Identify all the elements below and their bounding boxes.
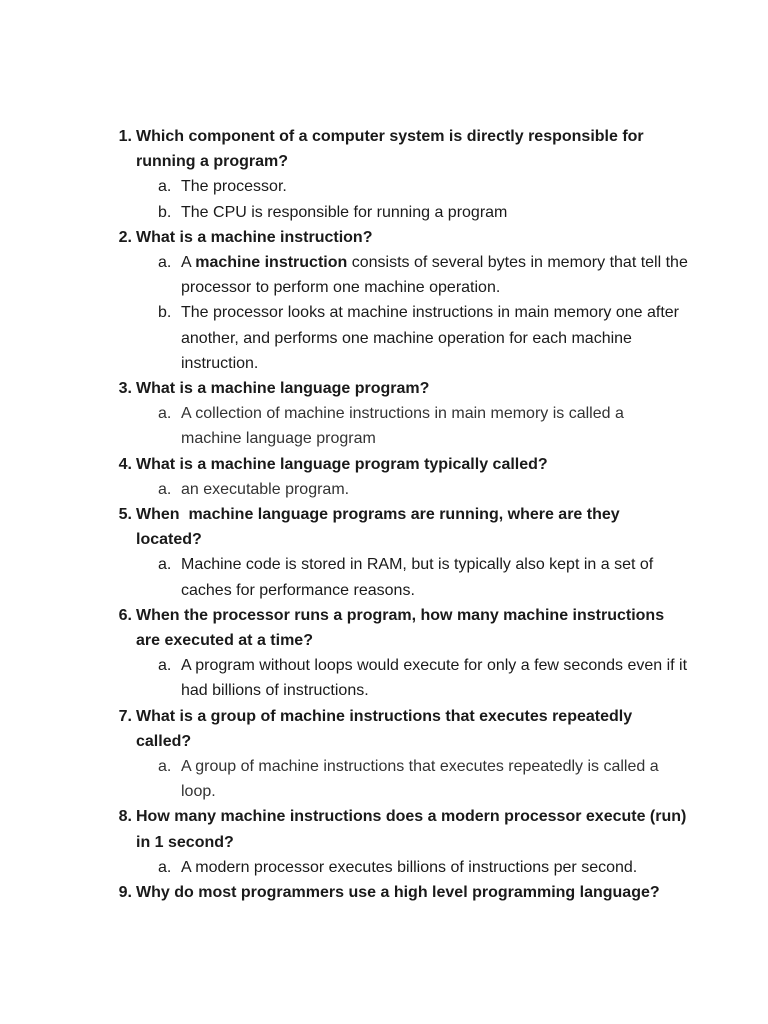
question-item <box>108 603 688 704</box>
answer-letter: a. <box>158 657 172 675</box>
question-number: 8. <box>118 808 132 826</box>
question-text: Which component of a computer system is directly responsible for running a program? <box>136 128 644 171</box>
question-text: What is a machine instruction? <box>136 228 373 246</box>
answer-letter: a. <box>158 858 172 876</box>
question-item <box>108 502 688 603</box>
answer-text <box>181 250 688 300</box>
question-text: Why do most programmers use a high level programming language? <box>136 884 660 902</box>
question-number: 4. <box>118 455 132 473</box>
question-item <box>108 452 688 502</box>
answer-list <box>136 653 688 703</box>
question-item <box>108 376 688 452</box>
question-item <box>108 704 688 805</box>
answer-list <box>136 250 688 376</box>
answer-item <box>136 855 688 880</box>
question-number: 3. <box>118 380 132 398</box>
question-text: When the processor runs a program, how many machine instructions are executed at a time? <box>136 606 665 650</box>
question-text: What is a group of machine instructions that executes repeatedly called? <box>136 707 633 750</box>
answer-item <box>136 401 688 451</box>
question-number: 1. <box>118 128 132 145</box>
answer-text: A group of machine instructions that executes repeatedly is called a loop. <box>181 758 659 801</box>
answer-text: The processor. <box>181 178 287 196</box>
question-item <box>108 124 688 225</box>
question-item <box>108 880 688 905</box>
answer-item <box>136 300 688 376</box>
answer-text-post: consists of several bytes in memory that tell the processor to perform one machine operation. <box>181 254 688 297</box>
answer-text: Machine code is stored in RAM, but is typically also kept in a set of caches for performance reasons. <box>181 556 654 599</box>
answer-item <box>136 174 688 199</box>
answer-text: A modern processor executes billions of instructions per second. <box>181 858 638 876</box>
answer-list <box>136 477 688 502</box>
answer-item <box>136 477 688 502</box>
answer-text: The CPU is responsible for running a program <box>181 203 508 221</box>
question-item <box>108 225 688 376</box>
question-number: 5. <box>118 506 132 524</box>
answer-list <box>136 754 688 804</box>
answer-text: A program without loops would execute for only a few seconds even if it had billions of instructions. <box>181 657 688 700</box>
answer-list <box>136 552 688 602</box>
answer-letter: a. <box>158 178 172 196</box>
question-number: 9. <box>118 884 132 902</box>
question-list <box>108 124 688 905</box>
answer-term-bold: machine instruction <box>195 254 348 272</box>
answer-letter: a. <box>158 480 172 498</box>
answer-item <box>136 250 688 300</box>
answer-item <box>136 754 688 804</box>
answer-list <box>136 401 688 451</box>
question-text: What is a machine language program? <box>136 380 430 398</box>
answer-letter: b. <box>158 203 172 221</box>
question-text: What is a machine language program typically called? <box>136 455 548 473</box>
question-number: 2. <box>118 228 132 246</box>
answer-letter: a. <box>158 556 172 574</box>
answer-letter: a. <box>158 758 172 776</box>
question-text: When machine language programs are running, where are they located? <box>136 506 625 549</box>
question-item <box>108 804 688 880</box>
question-number: 7. <box>118 707 132 725</box>
answer-item <box>136 200 688 225</box>
answer-text: The processor looks at machine instructions in main memory one after another, and performs one machine operation for each machine instruction. <box>181 304 679 372</box>
answer-list <box>136 855 688 880</box>
answer-list <box>136 174 688 224</box>
question-number: 6. <box>118 606 132 624</box>
answer-text: an executable program. <box>181 480 350 498</box>
answer-item <box>136 653 688 703</box>
question-text: How many machine instructions does a modern processor execute (run) in 1 second? <box>136 808 687 851</box>
answer-text-pre: A <box>181 254 196 272</box>
answer-letter: a. <box>158 254 172 272</box>
answer-item <box>136 552 688 602</box>
answer-text: A collection of machine instructions in main memory is called a machine language program <box>181 405 624 448</box>
answer-letter: b. <box>158 304 172 322</box>
answer-letter: a. <box>158 405 172 423</box>
